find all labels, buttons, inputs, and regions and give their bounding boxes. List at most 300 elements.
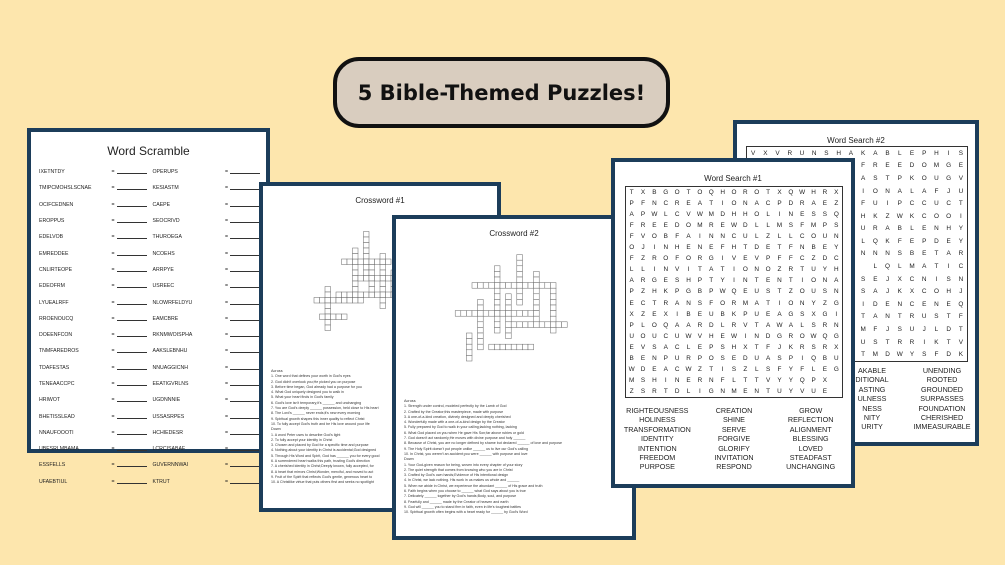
- title-banner: [333, 57, 670, 128]
- clue: 6. A surrendered heart walks this path, trusting God's direction: [271, 459, 370, 464]
- grid-letter: F: [629, 222, 634, 230]
- grid-letter: P: [765, 255, 771, 263]
- crossword-cell: [494, 311, 500, 317]
- grid-letter: B: [822, 354, 828, 362]
- grid-letter: N: [860, 250, 866, 258]
- grid-letter: V: [697, 332, 703, 340]
- crossword-cell: [550, 322, 556, 328]
- grid-letter: H: [731, 343, 737, 351]
- grid-letter: X: [897, 275, 902, 283]
- grid-letter: A: [754, 299, 759, 307]
- scramble-item: [153, 376, 261, 392]
- answer-blank: [117, 447, 147, 451]
- answer-blank: [117, 235, 147, 239]
- grid-letter: C: [921, 288, 927, 296]
- grid-letter: D: [754, 244, 760, 252]
- grid-letter: L: [664, 211, 668, 219]
- grid-letter: W: [896, 212, 903, 220]
- equals-sign: =: [224, 446, 228, 453]
- crossword-cell: [369, 265, 375, 271]
- scramble-item: [153, 441, 261, 457]
- search-word: TRANSFORMATION: [623, 424, 691, 434]
- crossword-cell: [545, 283, 551, 289]
- scrambled-word: HCHIEDESR: [152, 429, 184, 436]
- crossword-cell: [500, 311, 506, 317]
- grid-letter: I: [721, 200, 724, 208]
- scrambled-word: EMREDDEE: [39, 250, 69, 257]
- grid-letter: D: [708, 321, 714, 329]
- grid-letter: N: [754, 266, 760, 274]
- grid-letter: I: [886, 200, 889, 208]
- crossword-cell: [550, 299, 556, 305]
- crossword-cell: [353, 287, 359, 293]
- grid-letter: S: [811, 321, 816, 329]
- grid-letter: N: [708, 376, 714, 384]
- clue: 7. Delicately ______ together by God's hands;Body, soul, and purpose: [404, 494, 517, 499]
- grid-letter: C: [731, 233, 737, 241]
- grid-letter: H: [934, 149, 939, 157]
- grid-letter: F: [861, 200, 866, 208]
- crossword-cell: [358, 292, 364, 298]
- grid-letter: P: [922, 237, 927, 245]
- answer-blank: [117, 398, 147, 402]
- grid-letter: H: [731, 244, 737, 252]
- grid-letter: Y: [720, 277, 725, 285]
- grid-letter: U: [674, 332, 680, 340]
- crossword-cell: [380, 303, 386, 309]
- grid-letter: H: [836, 149, 841, 157]
- grid-letter: L: [732, 376, 736, 384]
- grid-letter: J: [885, 326, 890, 334]
- grid-letter: S: [777, 354, 782, 362]
- grid-letter: R: [731, 299, 737, 307]
- scrambled-word: GUVERNNWAI: [152, 462, 189, 469]
- grid-letter: O: [933, 212, 939, 220]
- grid-letter: B: [897, 225, 902, 233]
- grid-letter: F: [720, 244, 725, 252]
- scramble-item: [153, 343, 261, 359]
- grid-letter: X: [834, 189, 839, 197]
- grid-letter: C: [921, 200, 927, 208]
- equals-sign: =: [224, 315, 228, 322]
- grid-letter: R: [686, 354, 691, 362]
- clue: 5. Through His Word and Spirit, God has ______ you for every good: [271, 453, 380, 458]
- grid-letter: Q: [811, 354, 817, 362]
- search-word: NITY: [863, 412, 881, 422]
- grid-letter: B: [686, 310, 691, 318]
- answer-blank: [230, 366, 260, 370]
- answer-blank: [117, 170, 147, 174]
- grid-letter: I: [664, 376, 667, 384]
- grid-letter: E: [709, 244, 714, 252]
- grid-letter: V: [743, 321, 748, 329]
- crossword-cell: [386, 276, 392, 282]
- grid-letter: E: [743, 387, 748, 395]
- scrambled-word: LCRCISABAF: [152, 446, 186, 453]
- grid-letter: F: [629, 233, 634, 241]
- grid-letter: L: [720, 321, 725, 329]
- grid-letter: F: [958, 313, 963, 321]
- grid-letter: B: [885, 149, 890, 157]
- crossword-cell: [534, 277, 540, 283]
- grid-letter: S: [922, 351, 927, 359]
- grid-letter: V: [686, 211, 691, 219]
- crossword-cell: [550, 288, 556, 294]
- clue: 3. Chosen and placed by God for a specific time and purpose: [271, 443, 369, 448]
- scrambled-word: LYUEALRFF: [39, 299, 69, 306]
- equals-sign: =: [111, 315, 115, 322]
- crossword-cell: [511, 322, 517, 328]
- clue: 8. A heart that mirrors Christ;Wonder, merciful, and moved to act: [271, 469, 374, 474]
- clue: 8. Fearfully and ______ made by the Creator of heaven and earth: [404, 499, 509, 504]
- grid-letter: G: [788, 310, 794, 318]
- grid-letter: N: [720, 233, 725, 241]
- down-heading: Down: [271, 427, 281, 432]
- equals-sign: =: [111, 283, 115, 290]
- search-word: RIGHTEOUSNESS: [626, 406, 689, 415]
- grid-letter: N: [652, 200, 657, 208]
- clue: 6. What God placed on you when He gave His Son;far above rubies or gold: [404, 430, 524, 435]
- search-word: STEADFAST: [789, 452, 832, 462]
- grid-letter: F: [766, 343, 771, 351]
- crossword-cell: [380, 292, 386, 298]
- down-heading: Down: [404, 457, 414, 462]
- grid-letter: L: [686, 343, 691, 351]
- grid-letter: B: [909, 250, 915, 258]
- grid-letter: F: [897, 237, 902, 245]
- grid-letter: L: [800, 321, 804, 329]
- answer-blank: [117, 252, 147, 256]
- crossword-cell: [325, 287, 331, 293]
- grid-letter: F: [934, 187, 939, 195]
- grid-letter: R: [799, 200, 805, 208]
- grid-letter: T: [652, 299, 657, 307]
- grid-letter: E: [652, 365, 657, 373]
- scramble-item: [153, 262, 261, 278]
- grid-letter: C: [663, 200, 669, 208]
- crossword-cell: [369, 281, 375, 287]
- scramble-item: [39, 425, 147, 441]
- grid-letter: C: [799, 255, 805, 263]
- scrambled-word: AAKSLEBNHU: [152, 348, 188, 355]
- grid-letter: V: [675, 266, 680, 274]
- grid-letter: A: [897, 187, 902, 195]
- search-word: SURPASSES: [920, 394, 964, 404]
- clue: 6. God's love isn't temporary;it's ______ and unchanging: [271, 400, 362, 405]
- search-word: UNCHANGING: [786, 462, 836, 472]
- grid-letter: A: [697, 200, 703, 208]
- answer-blank: [230, 235, 260, 239]
- grid-letter: Z: [788, 288, 793, 296]
- grid-letter: R: [909, 313, 915, 321]
- clue: 7. You are God's deeply ______ possession, held close to His heart: [271, 406, 379, 411]
- crossword-cell: [336, 292, 342, 298]
- clue: 2. Crafted by the Creator;this masterpiece, made with purpose: [404, 409, 504, 414]
- crossword-cell: [528, 322, 534, 328]
- grid-letter: R: [909, 338, 915, 346]
- grid-letter: M: [731, 387, 737, 395]
- grid-letter: A: [873, 288, 878, 296]
- grid-letter: T: [934, 263, 939, 271]
- grid-letter: E: [885, 300, 890, 308]
- grid-letter: F: [641, 200, 645, 208]
- crossword-cell: [358, 259, 364, 265]
- grid-letter: F: [777, 365, 782, 373]
- grid-letter: Z: [629, 387, 634, 395]
- answer-blank: [230, 203, 260, 207]
- grid-letter: Q: [872, 237, 878, 245]
- across-heading: Across: [271, 369, 283, 373]
- search-word: FORGIVE: [717, 434, 751, 444]
- grid-letter: H: [946, 225, 951, 233]
- crossword-cell: [369, 259, 375, 265]
- equals-sign: =: [111, 185, 115, 192]
- grid-letter: D: [765, 332, 771, 340]
- grid-letter: T: [777, 288, 782, 296]
- grid-letter: E: [946, 237, 951, 245]
- equals-sign: =: [224, 299, 228, 306]
- grid-letter: G: [946, 162, 952, 170]
- crossword-cell: [539, 322, 545, 328]
- grid-letter: N: [663, 266, 669, 274]
- crossword-cell: [506, 283, 512, 289]
- grid-letter: G: [822, 310, 828, 318]
- equals-sign: =: [224, 250, 228, 257]
- grid-letter: Y: [958, 237, 964, 245]
- grid-letter: E: [922, 225, 927, 233]
- crossword-cell: [528, 283, 534, 289]
- grid-letter: A: [765, 321, 771, 329]
- grid-letter: L: [934, 326, 939, 334]
- grid-letter: E: [822, 365, 828, 373]
- equals-sign: =: [111, 250, 115, 257]
- grid-letter: M: [708, 211, 714, 219]
- grid-letter: E: [822, 200, 828, 208]
- grid-letter: D: [743, 222, 748, 230]
- grid-letter: K: [788, 343, 793, 351]
- grid-letter: N: [822, 277, 828, 285]
- grid-letter: K: [860, 149, 866, 157]
- grid-letter: Q: [788, 189, 794, 197]
- grid-letter: S: [720, 354, 725, 362]
- scramble-item: [153, 164, 261, 180]
- equals-sign: =: [111, 299, 115, 306]
- crossword-cell: [347, 259, 353, 265]
- grid-letter: U: [652, 332, 657, 340]
- grid-letter: F: [629, 255, 634, 263]
- grid-letter: T: [934, 250, 939, 258]
- search-word: FOUNDATION: [918, 403, 966, 413]
- grid-letter: C: [921, 212, 927, 220]
- crossword-cell: [534, 299, 540, 305]
- answer-blank: [230, 415, 260, 419]
- answer-blank: [117, 480, 147, 484]
- grid-letter: S: [800, 310, 805, 318]
- grid-letter: P: [897, 174, 902, 182]
- search-word: NESS: [862, 403, 882, 413]
- search-word: LOVED: [798, 443, 823, 453]
- grid-letter: E: [909, 149, 915, 157]
- scramble-item: [39, 197, 147, 213]
- grid-letter: Q: [822, 332, 828, 340]
- clue: 3. A one-of-a-kind creation, divinely designed and deeply cherished: [404, 414, 511, 419]
- grid-letter: S: [675, 277, 680, 285]
- grid-letter: N: [934, 300, 939, 308]
- clue: 9. God will ______ you to stand firm in faith, even in life's toughest battles: [404, 504, 521, 509]
- search-word: ALIGNMENT: [789, 424, 832, 434]
- grid-letter: O: [811, 233, 817, 241]
- crossword-cell: [506, 344, 512, 350]
- grid-letter: P: [922, 149, 927, 157]
- grid-letter: S: [697, 299, 703, 307]
- scrambled-word: OPERUPS: [152, 169, 178, 176]
- crossword-cell: [466, 350, 472, 356]
- grid-letter: A: [946, 250, 951, 258]
- grid-letter: W: [810, 332, 817, 340]
- grid-letter: L: [873, 263, 878, 271]
- clue: 4. Wonderfully made with a one-of-a-kind design by the Creator: [404, 420, 505, 425]
- crossword-cell: [500, 283, 506, 289]
- equals-sign: =: [224, 201, 228, 208]
- grid-letter: I: [862, 300, 864, 308]
- grid-letter: E: [909, 237, 915, 245]
- grid-letter: R: [743, 189, 748, 197]
- answer-blank: [230, 170, 260, 174]
- search-word: BLESSING: [792, 434, 829, 444]
- grid-letter: P: [629, 288, 634, 296]
- grid-letter: T: [885, 174, 890, 182]
- crossword-cell: [364, 276, 370, 282]
- grid-letter: A: [848, 149, 854, 157]
- crossword-cell: [375, 276, 381, 282]
- equals-sign: =: [224, 381, 228, 387]
- grid-letter: D: [788, 200, 794, 208]
- grid-letter: T: [709, 365, 714, 373]
- search-word: REFLECTION: [787, 415, 834, 425]
- crossword-cell: [347, 292, 353, 298]
- scrambled-word: KESIASTM: [152, 185, 179, 192]
- scramble-item: [153, 327, 261, 343]
- crossword-cell: [517, 260, 523, 266]
- grid-letter: I: [653, 244, 656, 252]
- crossword-cell: [380, 281, 386, 287]
- grid-letter: E: [720, 222, 725, 230]
- grid-letter: L: [766, 222, 770, 230]
- grid-letter: U: [629, 332, 634, 340]
- crossword-cell: [369, 292, 375, 298]
- grid-letter: A: [709, 266, 714, 274]
- grid-letter: C: [909, 200, 915, 208]
- scrambled-word: BHETISSLEAD: [39, 413, 75, 420]
- grid-letter: F: [800, 365, 805, 373]
- grid-letter: N: [674, 376, 680, 384]
- grid-letter: J: [885, 288, 890, 296]
- grid-letter: A: [663, 365, 668, 373]
- crossword-cell: [472, 283, 478, 289]
- grid-letter: K: [663, 288, 668, 296]
- grid-letter: Y: [788, 387, 793, 395]
- grid-letter: E: [629, 299, 634, 307]
- grid-letter: R: [873, 162, 878, 170]
- grid-letter: O: [921, 174, 927, 182]
- grid-letter: R: [822, 189, 828, 197]
- grid-letter: P: [675, 288, 680, 296]
- grid-letter: O: [933, 288, 939, 296]
- crossword-cell: [511, 344, 517, 350]
- grid-letter: V: [640, 233, 646, 241]
- grid-letter: S: [946, 275, 951, 283]
- grid-letter: O: [731, 200, 737, 208]
- grid-letter: R: [731, 321, 737, 329]
- grid-letter: Q: [731, 288, 737, 296]
- grid-letter: F: [800, 222, 805, 230]
- grid-letter: O: [651, 321, 657, 329]
- crossword-cell: [550, 305, 556, 311]
- scramble-item: [39, 408, 147, 424]
- crossword-cell: [534, 271, 540, 277]
- crossword-cell: [517, 344, 523, 350]
- grid-letter: T: [946, 338, 951, 346]
- grid-letter: J: [947, 187, 951, 195]
- grid-letter: L: [897, 263, 902, 271]
- grid-letter: O: [697, 189, 703, 197]
- grid-letter: R: [788, 266, 794, 274]
- crossword-cell: [478, 305, 484, 311]
- grid-letter: I: [699, 233, 701, 241]
- grid-letter: I: [923, 338, 926, 346]
- grid-letter: X: [663, 310, 668, 318]
- grid-letter: I: [947, 263, 950, 271]
- grid-letter: S: [934, 313, 939, 321]
- grid-letter: D: [674, 387, 680, 395]
- crossword-cell: [494, 305, 500, 311]
- equals-sign: =: [224, 185, 228, 192]
- grid-letter: I: [947, 149, 950, 157]
- crossword-cell: [506, 327, 512, 333]
- crossword-cell: [506, 299, 512, 305]
- crossword-cell: [331, 314, 337, 320]
- grid-letter: X: [629, 310, 634, 318]
- clue: 4. What God uniquely designed you to walk in: [271, 390, 344, 395]
- grid-letter: N: [885, 313, 890, 321]
- grid-letter: U: [754, 354, 760, 362]
- grid-letter: O: [946, 212, 952, 220]
- grid-letter: N: [788, 211, 794, 219]
- scramble-item: [39, 327, 147, 343]
- grid-letter: D: [946, 326, 951, 334]
- grid-letter: E: [652, 222, 657, 230]
- grid-letter: J: [885, 275, 890, 283]
- crossword-cell: [478, 311, 484, 317]
- crossword-cell: [364, 254, 370, 260]
- grid-letter: I: [801, 277, 804, 285]
- grid-letter: E: [652, 310, 657, 318]
- crossword-cell: [325, 309, 331, 315]
- grid-letter: U: [822, 233, 828, 241]
- grid-letter: R: [652, 387, 657, 395]
- crossword-1-title: Crossword #1: [355, 196, 405, 205]
- answer-blank: [230, 349, 260, 353]
- crossword-cell: [386, 259, 392, 265]
- grid-letter: A: [629, 277, 634, 285]
- crossword-cell: [364, 243, 370, 249]
- grid-letter: T: [743, 376, 748, 384]
- scrambled-word: EDELVOB: [39, 234, 64, 241]
- crossword-cell: [342, 298, 348, 304]
- grid-letter: E: [731, 354, 737, 362]
- grid-letter: U: [811, 288, 816, 296]
- clue: 7. A cherished identity in Christ;Deeply known, fully accepted, for: [271, 464, 374, 469]
